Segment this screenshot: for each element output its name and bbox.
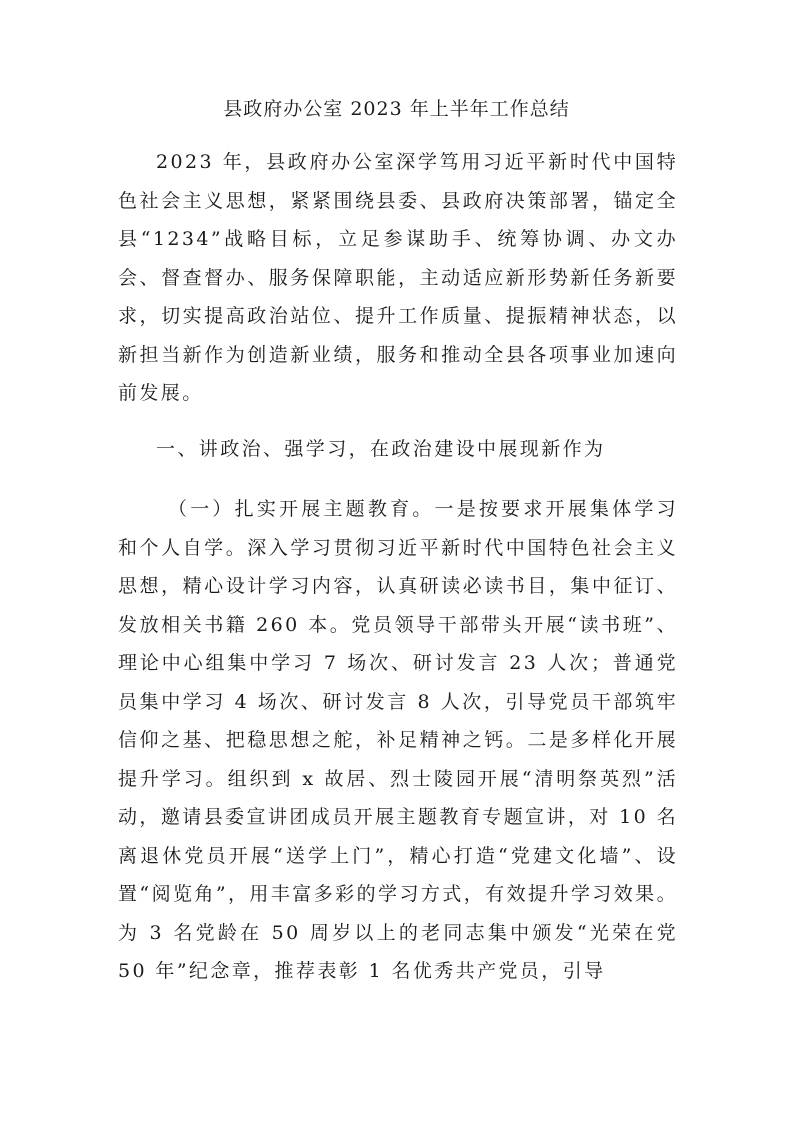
intro-paragraph: 2023 年，县政府办公室深学笃用习近平新时代中国特色社会主义思想，紧紧围绕县委、县政府决策部署，锚定全县“1234”战略目标，立足参谋助手、统筹协调、办文办会、督查督办、服务保障职能，主动适应新形势新任务新要求，切实提高政治站位、提升工作质量、提振精神状态，以新担当新作为创造新业绩，服务和推动全县各项事业加速向前发展。 xyxy=(118,151,678,404)
document-title: 县政府办公室 2023 年上半年工作总结 xyxy=(223,98,570,120)
subsection-paragraph-1: （一）扎实开展主题教育。一是按要求开展集体学习和个人自学。深入学习贯彻习近平新时代中国特色社会主义思想，精心设计学习内容，认真研读必读书目，集中征订、发放相关书籍 260 本。党员领导干部带头开展“读书班”、理论中心组集中学习 7 场次、研讨发言 23 人次；普通党员集中学习 4 场次、研讨发言 8 人次，引导党员干部筑牢信仰之基、把稳思想之舵，补足精神之钙。二是多样化开展提升学习。组织到 x 故居、烈士陵园开展“清明祭英烈”活动，邀请县委宣讲团成员开展主题教育专题宣讲，对 10 名离退休党员开展“送学上门”，精心打造“党建文化墙”、设置“阅览角”，用丰富多彩的学习方式，有效提升学习效果。为 3 名党龄在 50 周岁以上的老同志集中颁发“光荣在党 50 年”纪念章，推荐表彰 1 名优秀共产党员，引导 xyxy=(118,498,678,982)
section-heading-1: 一、讲政治、强学习，在政治建设中展现新作为 xyxy=(156,438,606,460)
